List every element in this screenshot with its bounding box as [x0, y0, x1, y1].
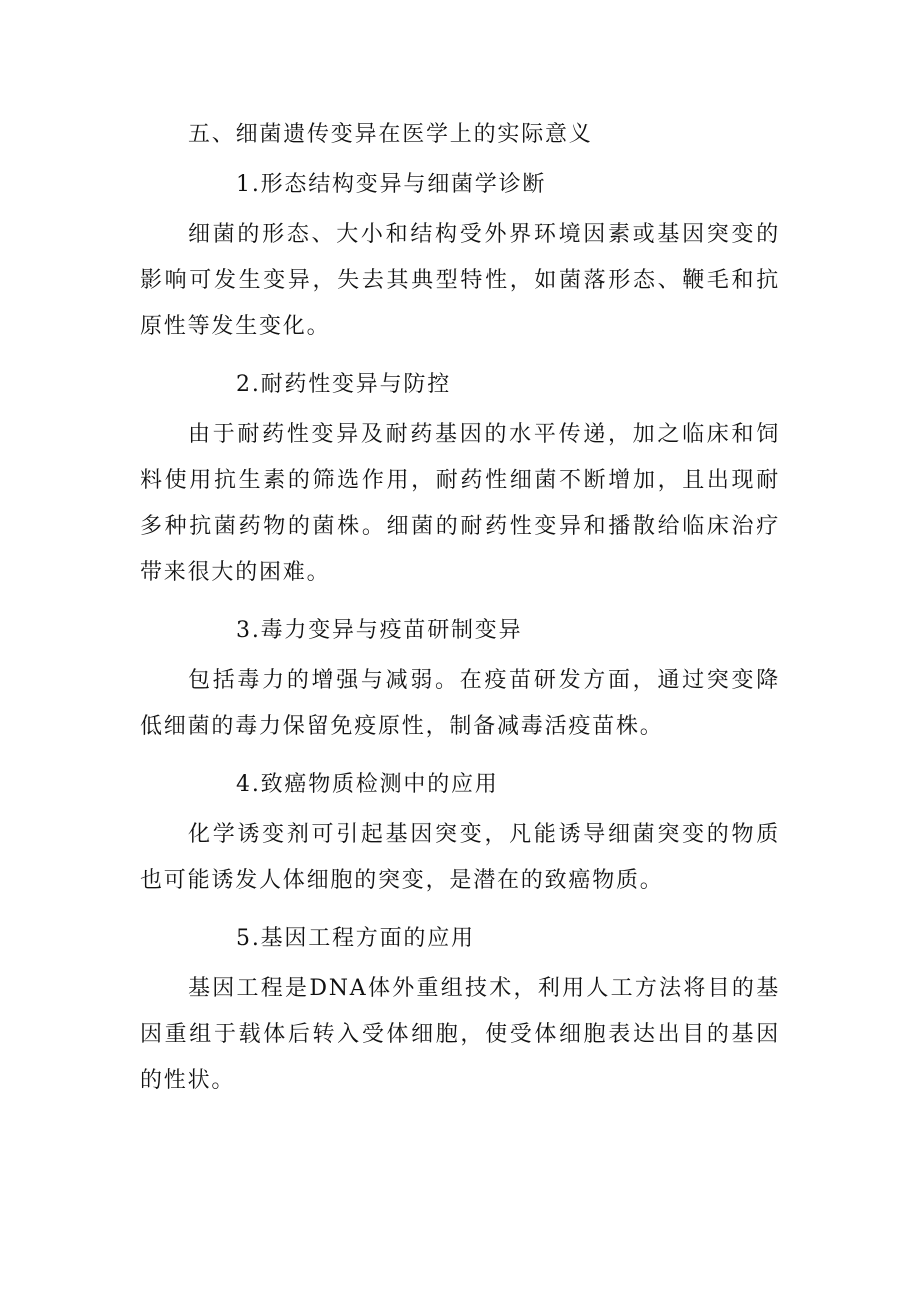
- section-2-heading: [140, 362, 780, 408]
- section-5-heading: [140, 916, 780, 962]
- section-3-body: 包括毒力的增强与减弱。在疫苗研发方面，通过突变降低细菌的毒力保留免疫原性，制备减毒活疫苗株。: [140, 668, 780, 739]
- document-content: [140, 112, 780, 1104]
- section-1-heading-text: .形态结构变异与细菌学诊断: [251, 172, 547, 197]
- section-4-heading-text: .致癌物质检测中的应用: [251, 772, 499, 797]
- section-1-body: 细菌的形态、大小和结构受外界环境因素或基因突变的影响可发生变异，失去其典型特性，如菌落形态、鞭毛和抗原性等发生变化。: [140, 222, 780, 339]
- section-3-number: 3: [236, 618, 252, 643]
- section-5-heading-text: .基因工程方面的应用: [251, 926, 475, 951]
- section-2-body: 由于耐药性变异及耐药基因的水平传递，加之临床和饲料使用抗生素的筛选作用，耐药性细菌不断增加，且出现耐多种抗菌药物的菌株。细菌的耐药性变异和播散给临床治疗带来很大的困难。: [140, 422, 780, 585]
- section-4-heading: [140, 762, 780, 808]
- section-1-heading: [140, 162, 780, 208]
- section-3-heading: [140, 608, 780, 654]
- document-title: 五、细菌遗传变异在医学上的实际意义: [188, 122, 593, 147]
- section-4-body: 化学诱变剂可引起基因突变，凡能诱导细菌突变的物质也可能诱发人体细胞的突变，是潜在的致癌物质。: [140, 822, 780, 893]
- section-2-number: 2: [236, 372, 252, 397]
- section-4-number: 4: [236, 772, 252, 797]
- section-5-body: 基因工程是DNA体外重组技术，利用人工方法将目的基因重组于载体后转入受体细胞，使受体细胞表达出目的基因的性状。: [140, 976, 780, 1093]
- section-5-number: 5: [236, 926, 252, 951]
- section-1-number: 1: [236, 172, 252, 197]
- section-2-heading-text: .耐药性变异与防控: [251, 372, 452, 397]
- section-3-heading-text: .毒力变异与疫苗研制变异: [251, 618, 523, 643]
